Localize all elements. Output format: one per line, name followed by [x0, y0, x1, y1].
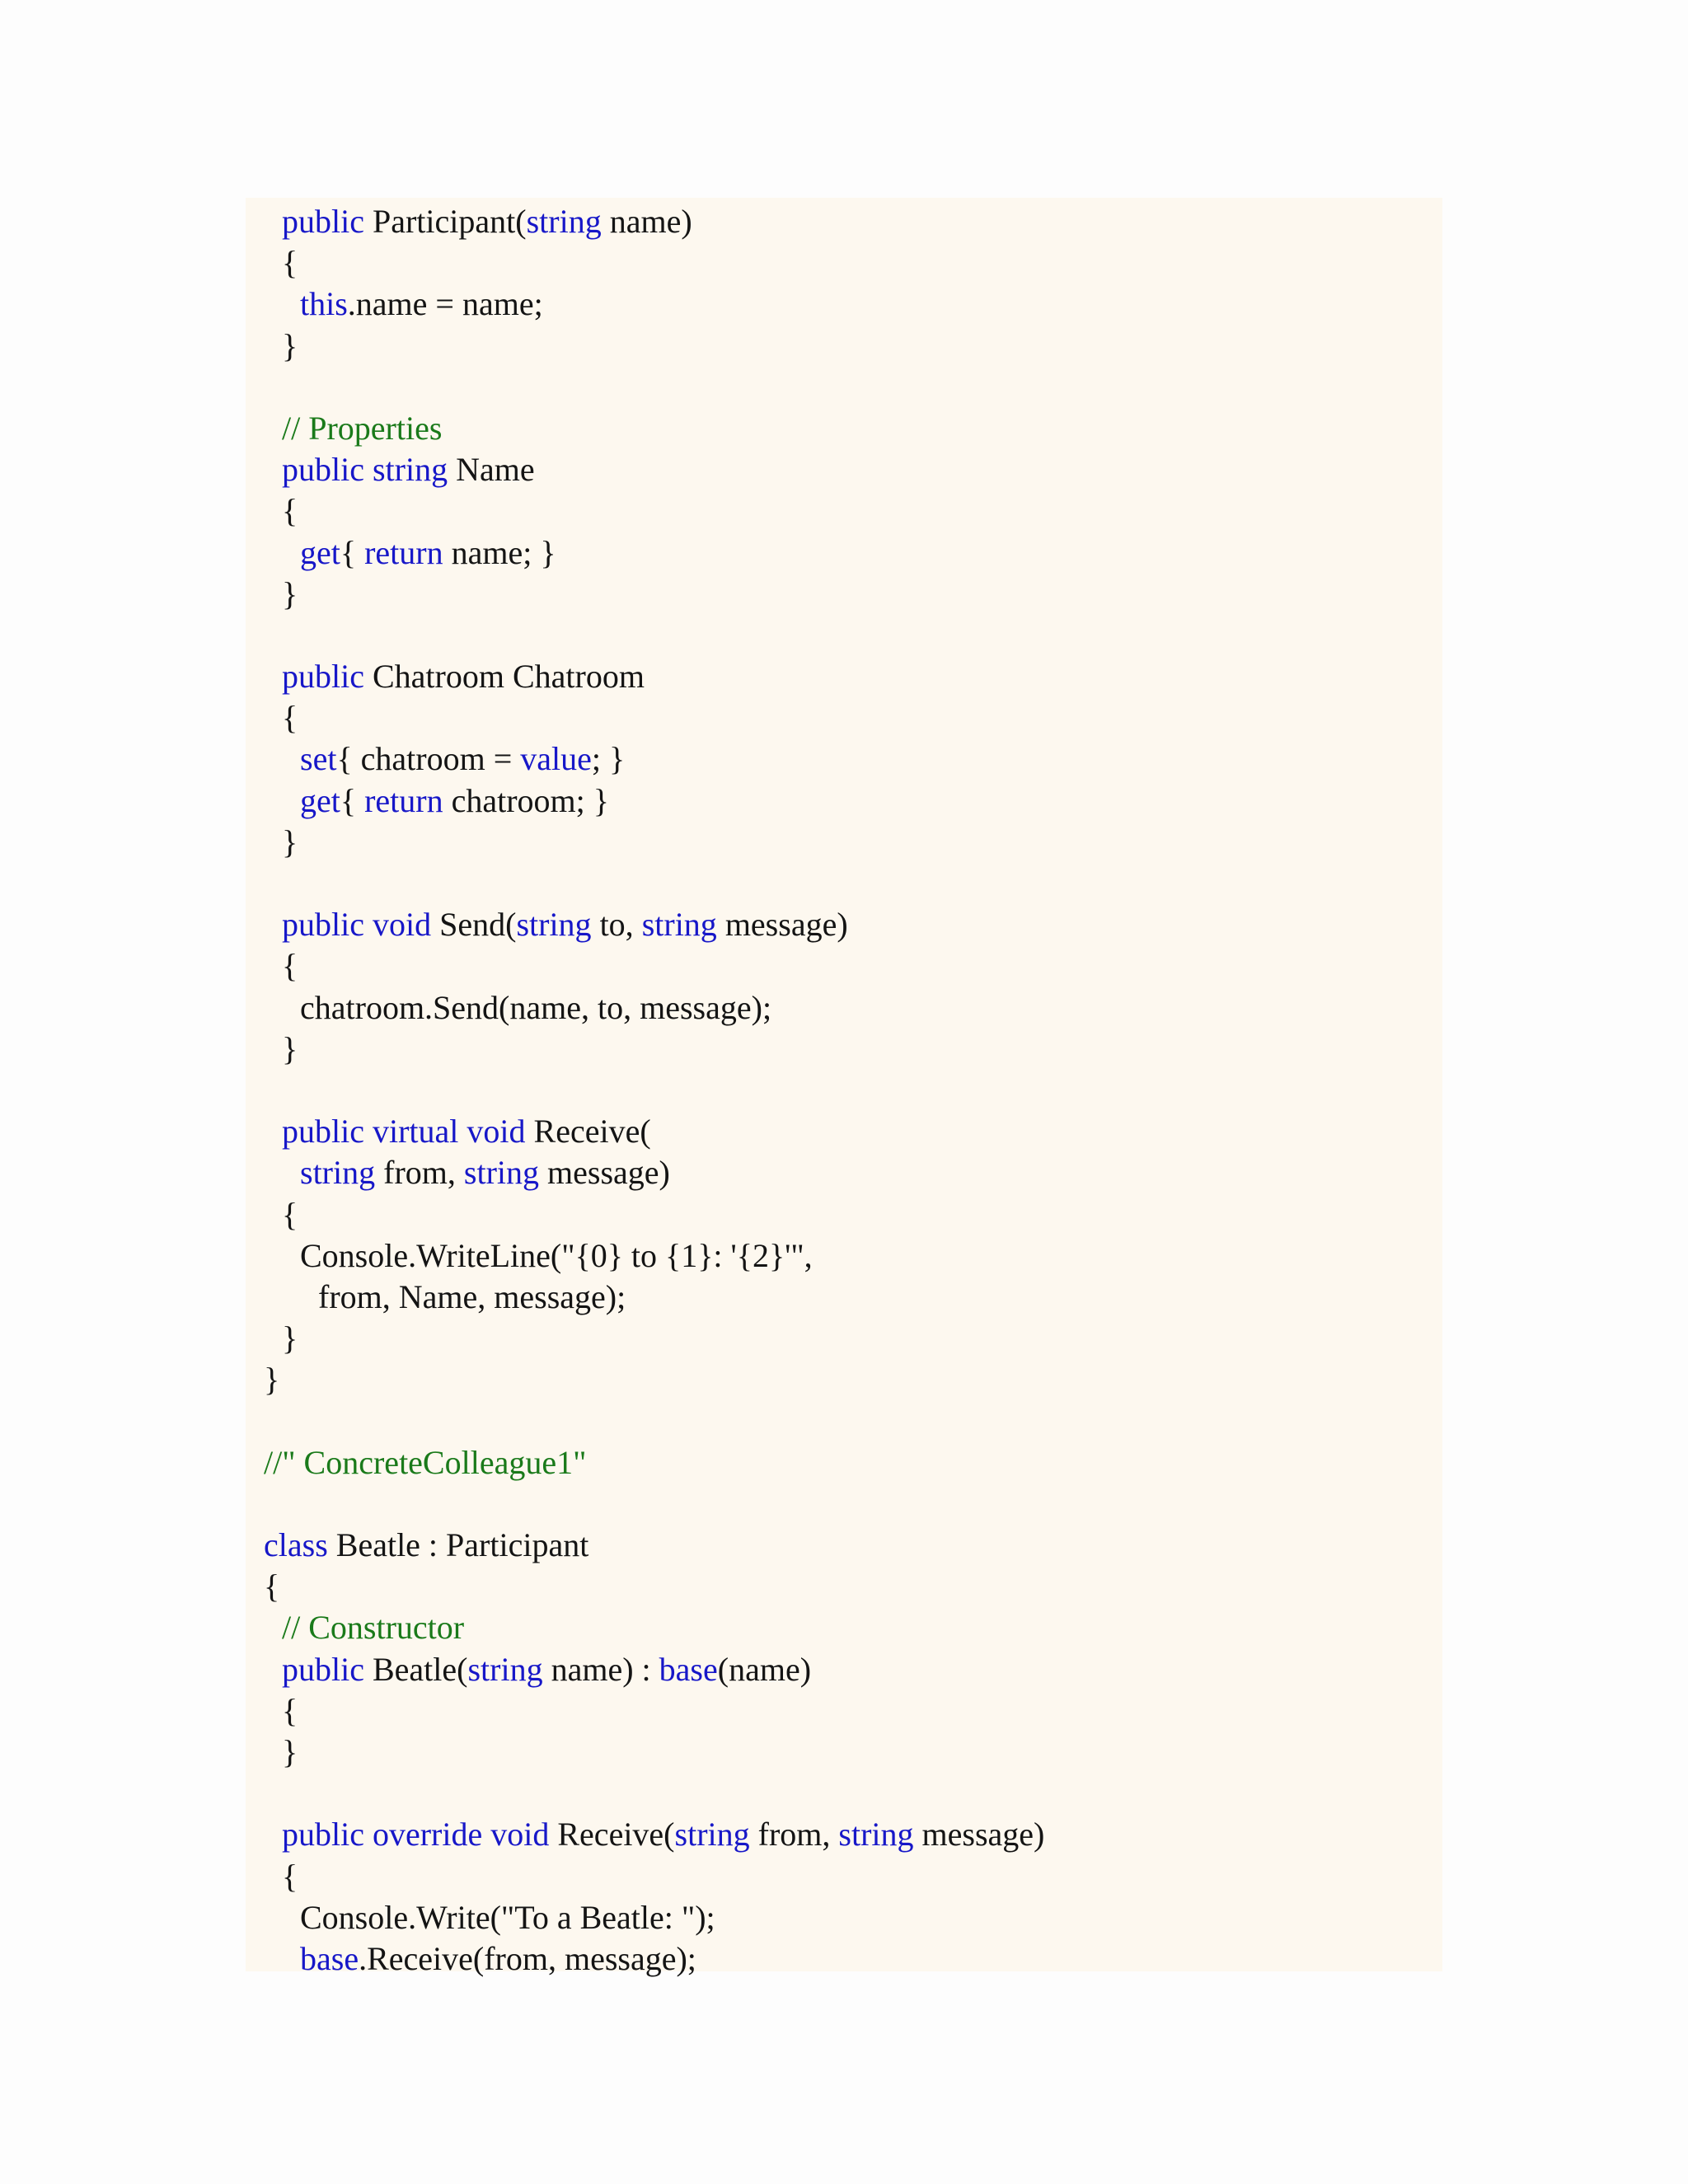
keyword-token: public — [282, 1650, 364, 1688]
code-text-token: Beatle( — [363, 1650, 468, 1688]
code-text-token: Console.WriteLine("{0} to {1}: '{2}'", — [300, 1236, 813, 1274]
code-line — [246, 1070, 1442, 1111]
code-text-token: ; } — [591, 740, 626, 778]
code-text-token: name; } — [443, 533, 556, 571]
code-text-token — [364, 906, 373, 943]
keyword-token: override — [372, 1816, 483, 1854]
comment-token: // Constructor — [282, 1609, 465, 1647]
code-line — [246, 284, 1442, 325]
code-text-token: { — [282, 1691, 298, 1729]
code-text-token: message) — [913, 1816, 1045, 1854]
code-line — [246, 490, 1442, 532]
keyword-token: public — [282, 1113, 364, 1151]
code-text-token: { — [264, 1568, 280, 1605]
code-text-token: name) : — [542, 1650, 659, 1688]
comment-token: // Properties — [282, 409, 443, 447]
code-text-token: .Receive(from, message); — [359, 1939, 696, 1977]
code-line — [246, 1938, 1442, 1980]
code-text-token: } — [282, 574, 298, 612]
code-block — [246, 198, 1442, 1977]
code-text-token: name) — [601, 203, 692, 240]
code-line — [246, 1856, 1442, 1897]
code-text-token: (name) — [717, 1650, 812, 1688]
keyword-token: string — [463, 1154, 540, 1192]
code-line — [246, 1152, 1442, 1193]
code-line — [246, 1235, 1442, 1277]
code-line — [246, 1029, 1442, 1070]
code-text-token: chatroom.Send(name, to, message); — [300, 988, 772, 1026]
code-line — [246, 987, 1442, 1029]
code-text-token: chatroom; } — [443, 781, 609, 819]
code-text-token: Receive( — [549, 1816, 675, 1854]
code-line — [246, 780, 1442, 822]
keyword-token: get — [300, 781, 340, 819]
code-text-token: Send( — [431, 906, 517, 944]
keyword-token: string — [300, 1154, 376, 1192]
keyword-token: void — [490, 1816, 550, 1854]
code-line — [246, 1814, 1442, 1855]
code-text-token: Chatroom Chatroom — [363, 658, 645, 696]
code-line — [246, 242, 1442, 284]
code-line — [246, 1442, 1442, 1483]
code-text-token: { — [340, 781, 365, 819]
code-line — [246, 1897, 1442, 1938]
code-line — [246, 904, 1442, 945]
code-line — [246, 1607, 1442, 1648]
keyword-token: string — [372, 451, 448, 489]
code-line — [246, 1483, 1442, 1525]
code-text-token: from, Name, message); — [318, 1277, 626, 1315]
code-text-token — [458, 1113, 467, 1150]
code-line — [246, 863, 1442, 904]
code-line — [246, 408, 1442, 449]
code-text-token: } — [282, 1029, 298, 1067]
code-line — [246, 1400, 1442, 1441]
keyword-token: void — [372, 906, 432, 944]
keyword-token: void — [467, 1113, 526, 1151]
keyword-token: value — [520, 740, 592, 778]
code-text-token: Name — [448, 451, 535, 489]
code-text-token: { — [282, 699, 298, 737]
keyword-token: string — [674, 1816, 750, 1854]
code-line — [246, 367, 1442, 408]
code-text-token: { — [340, 533, 365, 571]
keyword-token: string — [641, 906, 717, 944]
code-line — [246, 1525, 1442, 1566]
code-text-token — [364, 1113, 373, 1150]
code-line — [246, 532, 1442, 574]
code-text-token: Participant( — [363, 203, 527, 240]
code-line — [246, 1649, 1442, 1690]
keyword-token: public — [282, 1816, 364, 1854]
comment-token: //" ConcreteColleague1" — [264, 1443, 587, 1481]
code-line — [246, 1111, 1442, 1152]
code-line — [246, 697, 1442, 738]
code-line — [246, 574, 1442, 615]
keyword-token: string — [838, 1816, 914, 1854]
code-line — [246, 1277, 1442, 1318]
code-line — [246, 326, 1442, 367]
code-text-token: { — [282, 1857, 298, 1895]
keyword-token: this — [300, 285, 348, 323]
keyword-token: return — [364, 781, 443, 819]
code-text-token: Beatle : Participant — [327, 1526, 589, 1563]
code-line — [246, 1773, 1442, 1814]
code-line — [246, 945, 1442, 987]
code-text-token: { — [282, 947, 298, 985]
code-text-token: Receive( — [525, 1113, 651, 1151]
code-text-token: to, — [591, 906, 642, 944]
keyword-token: public — [282, 906, 364, 944]
keyword-token: string — [526, 203, 602, 240]
keyword-token: virtual — [372, 1113, 459, 1151]
code-text-token: } — [264, 1361, 280, 1399]
keyword-token: set — [300, 740, 337, 778]
code-text-token: } — [282, 1319, 298, 1357]
code-text-token: } — [282, 1732, 298, 1770]
code-text-token: } — [282, 326, 298, 364]
keyword-token: base — [300, 1939, 359, 1977]
keyword-token: return — [364, 533, 443, 571]
code-line — [246, 1359, 1442, 1400]
code-text-token: from, — [375, 1154, 464, 1192]
keyword-token: base — [659, 1650, 718, 1688]
code-text-token: from, — [749, 1816, 839, 1854]
keyword-token: public — [282, 658, 364, 696]
code-line — [246, 615, 1442, 656]
code-line — [246, 822, 1442, 863]
code-line — [246, 1194, 1442, 1235]
keyword-token: get — [300, 533, 340, 571]
code-line — [246, 738, 1442, 780]
code-text-token: message) — [539, 1154, 670, 1192]
code-line — [246, 449, 1442, 490]
code-text-token: { chatroom = — [336, 740, 521, 778]
code-line — [246, 1566, 1442, 1607]
code-text-token — [364, 1816, 373, 1853]
code-text-token: message) — [716, 906, 848, 944]
code-text-token: Console.Write("To a Beatle: "); — [300, 1898, 715, 1936]
code-line — [246, 1690, 1442, 1732]
code-text-token — [482, 1816, 490, 1853]
code-text-token: .name = name; — [347, 285, 543, 323]
code-text-token: { — [282, 492, 298, 530]
keyword-token: string — [467, 1650, 543, 1688]
code-text-token: { — [282, 1195, 298, 1233]
keyword-token: public — [282, 203, 364, 240]
code-line — [246, 1732, 1442, 1773]
keyword-token: string — [516, 906, 592, 944]
code-line — [246, 1318, 1442, 1359]
code-text-token: } — [282, 823, 298, 860]
code-text-token — [364, 451, 373, 488]
keyword-token: class — [264, 1526, 328, 1563]
code-text-token: { — [282, 244, 298, 282]
code-line — [246, 656, 1442, 697]
keyword-token: public — [282, 451, 364, 489]
code-line — [246, 201, 1442, 242]
